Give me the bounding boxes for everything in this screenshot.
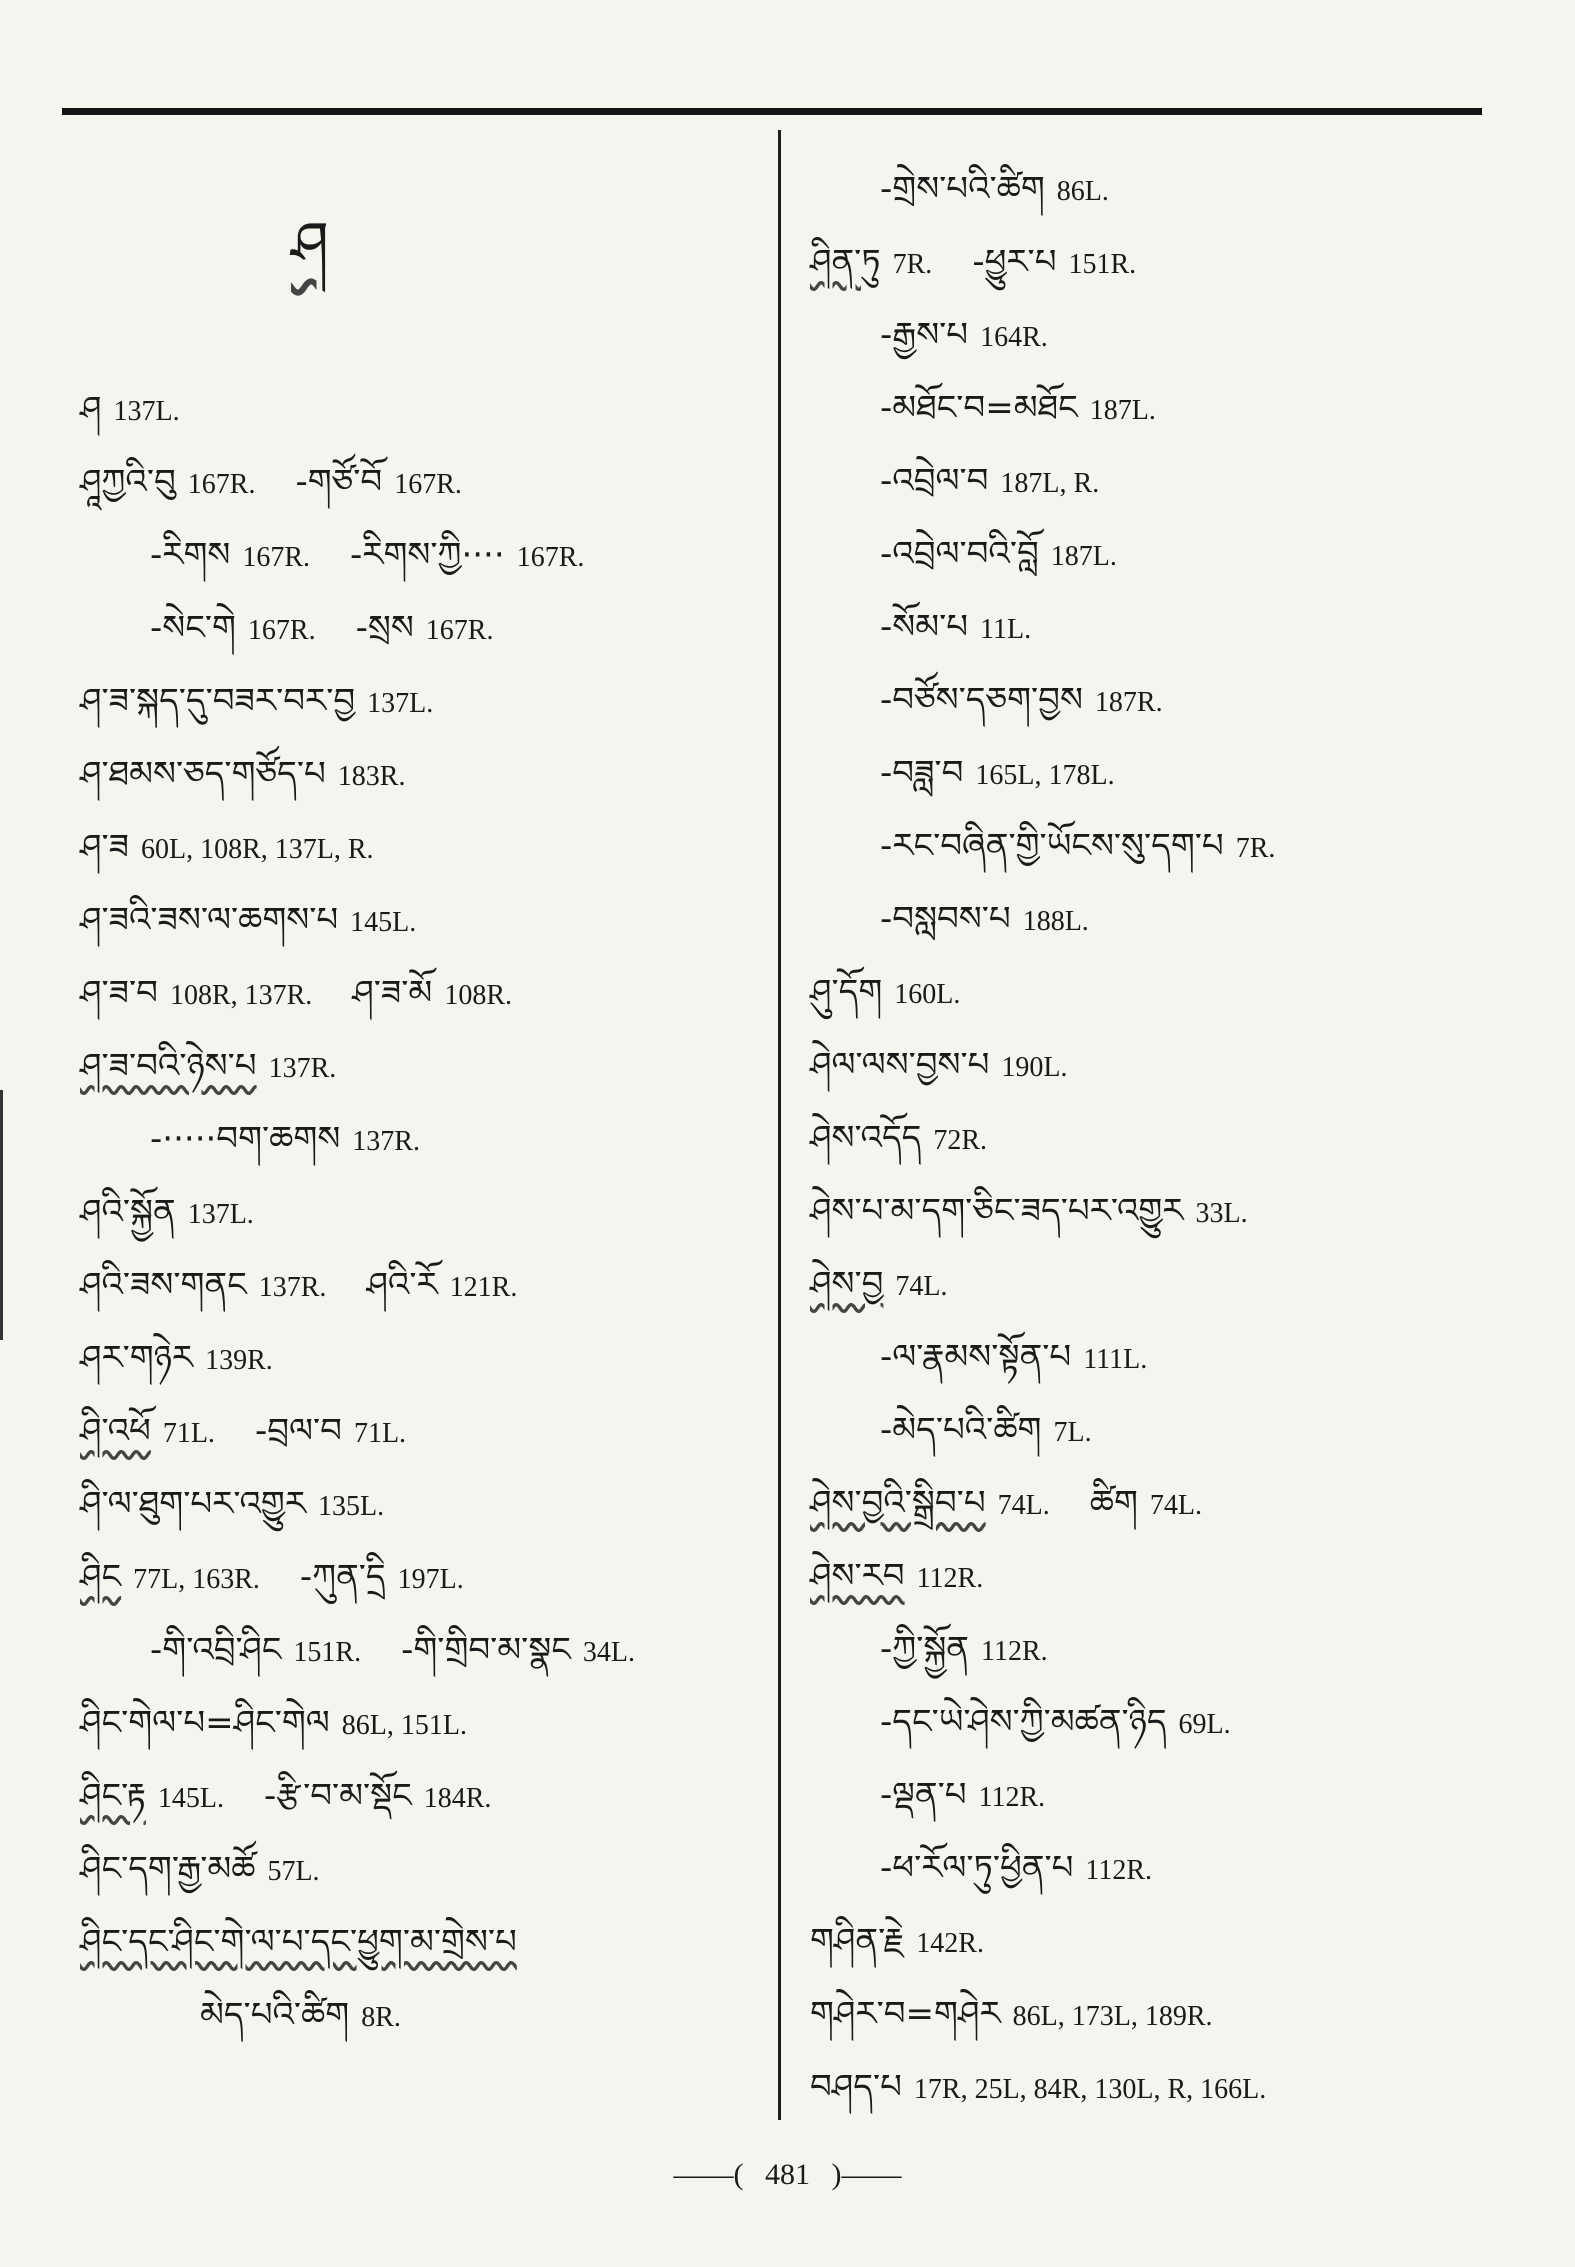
entry-term: ཤའི་ཟས་གནང xyxy=(80,1265,247,1305)
index-entry xyxy=(810,1391,1490,1464)
entry-term: གཤེར་བ=གཤེར xyxy=(810,1994,1001,2034)
entry-reference: 151R. xyxy=(293,1637,362,1668)
entry-term: -རང་བཞིན་གྱི་ཡོངས་སུ་དག་པ xyxy=(880,826,1224,866)
entry-term: -རིགས xyxy=(150,535,231,575)
section-heading xyxy=(80,150,540,370)
column-divider xyxy=(778,130,781,2120)
entry-segment xyxy=(200,1976,401,2072)
entry-reference: 183R. xyxy=(337,761,406,792)
index-entry xyxy=(80,662,760,735)
page-number: 481 xyxy=(765,2158,810,2191)
entry-reference: 160L. xyxy=(894,979,961,1010)
entry-term: བཤད་པ xyxy=(810,2067,902,2107)
entry-segment xyxy=(810,2048,1266,2144)
index-entry xyxy=(80,589,760,662)
entry-segment xyxy=(1090,1464,1202,1560)
entry-term: -གྲེས་པའི་ཚིག xyxy=(880,169,1045,209)
entry-term: -ལ་རྣམས་སྟོན་པ xyxy=(880,1337,1072,1377)
entry-term: ཤི་འཕོ xyxy=(80,1411,151,1451)
entry-reference: 167R. xyxy=(247,615,316,646)
footer-right-dash: )—— xyxy=(831,2158,902,2191)
entry-reference: 187L. xyxy=(1089,395,1156,426)
entry-term: ཤི་ལ་ཐུག་པར་འགྱུར xyxy=(80,1484,306,1524)
entry-term: ཤ་ཟ་མོ xyxy=(352,973,433,1013)
right-entries xyxy=(810,150,1490,2121)
entry-reference: 7R. xyxy=(1235,833,1276,864)
index-entry xyxy=(80,1246,760,1319)
entry-term: ཤ་ཟ་བ xyxy=(80,973,158,1013)
index-entry xyxy=(810,1610,1490,1683)
entry-reference: 71L. xyxy=(353,1418,407,1449)
entry-term: -མཐོང་བ=མཐོང xyxy=(880,388,1078,428)
entry-segment xyxy=(352,954,512,1050)
index-entry xyxy=(810,661,1490,734)
entry-term: -གཙོ་བོ xyxy=(295,462,383,502)
entry-reference: 74L. xyxy=(997,1490,1050,1521)
index-entry xyxy=(80,516,760,589)
entry-term: -·····བག་ཆགས xyxy=(150,1119,341,1159)
index-entry xyxy=(810,1026,1490,1099)
entry-reference: 137R. xyxy=(258,1272,327,1303)
index-entry xyxy=(810,953,1490,1026)
index-entry xyxy=(80,808,760,881)
entry-term: ཤིང་དང་ཤིང་གེ་ལ་པ་དང་ཕྱུག་མ་གྲེས་པ xyxy=(80,1922,517,1962)
entry-term: ཤིང་རྟ xyxy=(80,1776,146,1816)
entry-term: ཤའི་སྐྱོན xyxy=(80,1192,176,1232)
entry-term: ཤིང་དག་རྒྱ་མཚོ xyxy=(80,1849,256,1889)
entry-reference: 164R. xyxy=(980,322,1048,353)
entry-term: -འབྲེལ་བ xyxy=(880,461,989,501)
entry-reference: 111L. xyxy=(1083,1344,1148,1375)
index-entry xyxy=(80,1173,760,1246)
entry-term: -བྲལ་བ xyxy=(254,1411,342,1451)
left-column xyxy=(80,150,760,2049)
entry-term: -བཙོས་དཅག་བྱས xyxy=(880,680,1083,720)
index-entry xyxy=(810,223,1490,296)
index-entry xyxy=(810,1975,1490,2048)
entry-term: ཤ་ཟ་སྐད་དུ་བཟར་བར་བྱ xyxy=(80,681,356,721)
entry-reference: 60L, 108R, 137L, R. xyxy=(141,834,374,865)
footer-left-dash: ——( xyxy=(673,2158,744,2191)
entry-term: -ལྡན་པ xyxy=(880,1775,967,1815)
entry-reference: 33L. xyxy=(1195,1198,1248,1229)
entry-term: ཤ་ཟ xyxy=(80,827,129,867)
entry-term: -རྩི་བ་མ་སྡོང xyxy=(263,1776,412,1816)
index-entry xyxy=(80,1757,760,1830)
entry-reference: 167R. xyxy=(425,615,494,646)
entry-term: -གི་གྲིབ་མ་སྣང xyxy=(401,1630,571,1670)
entry-reference: 167R. xyxy=(242,542,311,573)
entry-reference: 187L, R. xyxy=(1000,468,1100,499)
entry-term: ཤེས་བྱ xyxy=(810,1264,884,1304)
entry-reference: 142R. xyxy=(916,1928,984,1959)
entry-term: -བསླབས་པ xyxy=(880,899,1011,939)
entry-reference: 137L. xyxy=(367,688,434,719)
entry-term: ཤུ་དོག xyxy=(810,972,883,1012)
page-footer xyxy=(0,2158,1575,2192)
entry-term: -ཀུན་དྲི xyxy=(299,1557,386,1597)
index-entry xyxy=(810,369,1490,442)
margin-mark xyxy=(0,1090,3,1340)
entry-reference: 137R. xyxy=(268,1053,337,1084)
entry-reference: 112R. xyxy=(916,1563,984,1594)
entry-reference: 137R. xyxy=(352,1126,420,1157)
entry-reference: 112R. xyxy=(980,1636,1048,1667)
entry-term: ཤེས་པ་མ་དག་ཅིང་ཟད་པར་འགྱུར xyxy=(810,1191,1184,1231)
entry-reference: 86L, 151L. xyxy=(341,1710,468,1741)
entry-reference: 71L. xyxy=(162,1418,215,1449)
entry-term: -ཕྱུར་པ xyxy=(972,242,1057,282)
index-entry xyxy=(80,1465,760,1538)
entry-reference: 187L. xyxy=(1050,541,1117,572)
left-entries xyxy=(80,370,760,2049)
entry-term: གཤིན་རྗེ xyxy=(810,1921,905,1961)
index-entry xyxy=(810,296,1490,369)
index-entry xyxy=(810,807,1490,880)
entry-reference: 145L. xyxy=(350,907,417,938)
entry-term: ཤའི་རོ xyxy=(366,1265,438,1305)
index-entry xyxy=(810,1099,1490,1172)
index-entry xyxy=(810,150,1490,223)
entry-reference: 86L, 173L, 189R. xyxy=(1012,2001,1213,2032)
index-entry xyxy=(80,370,760,443)
entry-term: -ཕ་རོལ་ཏུ་ཕྱིན་པ xyxy=(880,1848,1074,1888)
entry-term: -སྲས xyxy=(355,608,414,648)
entry-reference: 121R. xyxy=(449,1272,518,1303)
index-entry xyxy=(80,954,760,1027)
entry-reference: 167R. xyxy=(394,469,462,500)
entry-reference: 74L. xyxy=(895,1271,948,1302)
right-column xyxy=(810,150,1490,2121)
index-entry xyxy=(80,1392,760,1465)
entry-segment xyxy=(366,1246,517,1342)
entry-reference: 137L. xyxy=(187,1199,254,1230)
entry-reference: 139R. xyxy=(205,1345,273,1376)
entry-term: ཤིང xyxy=(80,1557,122,1597)
top-rule xyxy=(62,108,1482,115)
index-entry xyxy=(80,1903,760,1976)
index-entry xyxy=(80,1611,760,1684)
index-entry xyxy=(80,881,760,954)
entry-reference: 137L. xyxy=(113,396,180,427)
entry-term: ཤ་ཟ་བའི་ཉེས་པ xyxy=(80,1046,257,1086)
entry-reference: 74L. xyxy=(1149,1490,1202,1521)
entry-term: ཤིན་ཏུ xyxy=(810,242,881,282)
entry-reference: 151R. xyxy=(1068,249,1137,280)
entry-term: ཤེལ་ལས་བྱས་པ xyxy=(810,1045,990,1085)
entry-term: ཤ་ཐམས་ཅད་གཙོད་པ xyxy=(80,754,326,794)
entry-reference: 145L. xyxy=(157,1783,224,1814)
entry-term: ཤེས་རབ xyxy=(810,1556,905,1596)
entry-reference: 77L, 163R. xyxy=(133,1564,260,1595)
entry-term: ཚིག xyxy=(1089,1483,1138,1523)
entry-term: ཤར་གཉེར xyxy=(80,1338,194,1378)
entry-term: -དང་ཡེ་ཤེས་ཀྱི་མཚན་ཉིད xyxy=(880,1702,1167,1742)
entry-reference: 188L. xyxy=(1022,906,1089,937)
entry-term: -གི་འབྲི་ཤིང xyxy=(150,1630,282,1670)
entry-reference: 69L. xyxy=(1178,1709,1231,1740)
entry-term: ཤེས་འདོད xyxy=(810,1118,922,1158)
entry-reference: 72R. xyxy=(933,1125,988,1156)
entry-reference: 34L. xyxy=(582,1637,635,1668)
entry-reference: 17R, 25L, 84R, 130L, R, 166L. xyxy=(913,2074,1267,2105)
entry-reference: 167R. xyxy=(187,469,256,500)
entry-term: -མེད་པའི་ཚིག xyxy=(880,1410,1042,1450)
entry-reference: 8R. xyxy=(361,2002,401,2033)
entry-term: -ཀྱི་སྐྱོན xyxy=(880,1629,969,1669)
index-entry xyxy=(810,2048,1490,2121)
entry-reference: 108R. xyxy=(444,980,512,1011)
index-entry xyxy=(810,1829,1490,1902)
entry-reference: 112R. xyxy=(1085,1855,1153,1886)
entry-reference: 184R. xyxy=(423,1783,492,1814)
entry-reference: 108R, 137R. xyxy=(169,980,313,1011)
index-entry xyxy=(810,1318,1490,1391)
index-entry xyxy=(810,1464,1490,1537)
entry-reference: 86L. xyxy=(1056,176,1109,207)
entry-reference: 190L. xyxy=(1001,1052,1068,1083)
entry-reference: 7R. xyxy=(892,249,933,280)
section-letter: ཤ xyxy=(291,208,329,279)
index-entry xyxy=(810,588,1490,661)
entry-term: -སེང་གེ xyxy=(150,608,236,648)
entry-reference: 165L, 178L. xyxy=(975,760,1115,791)
entry-term: ཤཱཀྱའི་བུ xyxy=(80,462,176,502)
entry-term: ཤ་ཟའི་ཟས་ལ་ཆགས་པ xyxy=(80,900,339,940)
entry-term: -རྒྱས་པ xyxy=(880,315,969,355)
index-entry xyxy=(810,515,1490,588)
entry-reference: 57L. xyxy=(267,1856,320,1887)
entry-term: ཤེས་བྱའི་སྒྲིབ་པ xyxy=(810,1483,986,1523)
entry-reference: 135L. xyxy=(318,1491,385,1522)
entry-reference: 112R. xyxy=(978,1782,1046,1813)
index-entry xyxy=(80,1100,760,1173)
entry-term: -རིགས་ཀྱི···· xyxy=(350,535,505,575)
entry-reference: 7L. xyxy=(1053,1417,1092,1448)
index-entry xyxy=(810,1172,1490,1245)
index-entry xyxy=(80,1684,760,1757)
entry-term: ཤ xyxy=(80,389,102,429)
entry-reference: 167R. xyxy=(516,542,585,573)
entry-term: -འབྲེལ་བའི་བློ xyxy=(880,534,1039,574)
entry-term: -སོམ་པ xyxy=(880,607,969,647)
index-entry xyxy=(80,1538,760,1611)
entry-term: མེད་པའི་ཚིག xyxy=(200,1995,350,2035)
index-entry xyxy=(80,443,760,516)
entry-reference: 187R. xyxy=(1094,687,1163,718)
entry-term: -བཟླ་བ xyxy=(880,753,964,793)
entry-reference: 197L. xyxy=(397,1564,464,1595)
entry-reference: 11L. xyxy=(980,614,1032,645)
index-entry xyxy=(810,1683,1490,1756)
entry-term: ཤིང་གེལ་པ=ཤིང་གེལ xyxy=(80,1703,330,1743)
